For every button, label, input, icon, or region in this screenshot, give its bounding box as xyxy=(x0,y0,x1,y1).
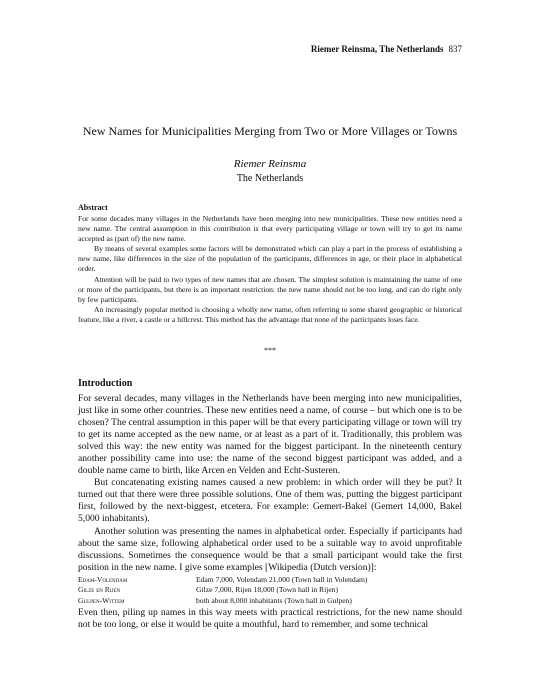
abstract-paragraph: An increasingly popular method is choosing a wholly new name, often referring to some shared geographic or historical feature, like a river, a castle or a hillcrest. This method has the advantage that none of the participants loses face. xyxy=(78,304,462,324)
introduction-heading: Introduction xyxy=(78,378,133,389)
example-detail: both about 8,000 inhabitants (Town hall in Gulpen) xyxy=(196,595,352,605)
running-head xyxy=(311,44,462,54)
body-paragraph: But concatenating existing names caused a new problem: in which order will they be put? It turned out that there were three possible solutions. One of them was, putting the biggest participant first, followed by the next-biggest, etcetera. For example: Gemert-Bakel (Gemert 14,000, Bakel 5,000 inhabitants). xyxy=(78,477,462,525)
example-detail: Edam 7,000, Volendam 21.000 (Town hall in Volendam) xyxy=(196,574,368,584)
author-name: Riemer Reinsma xyxy=(233,158,307,170)
example-name: Edam-Volendam xyxy=(78,574,128,584)
body-paragraph: Another solution was presenting the names in alphabetical order. Especially if participants had about the same size, following alphabetical order used to be a suitable way to avoid unprofitable discussions. Sometimes the consequence would be that a small participant would take the first position in the new name. I give some examples [Wikipedia (Dutch version)]: xyxy=(78,525,462,573)
page-number: 837 xyxy=(448,44,462,54)
example-row xyxy=(78,596,462,607)
examples-table xyxy=(78,575,462,607)
running-head-text: Riemer Reinsma, The Netherlands xyxy=(310,44,444,54)
paper-title: New Names for Municipalities Merging from Two or More Villages or Towns xyxy=(82,124,458,138)
example-row xyxy=(78,575,462,586)
abstract-body xyxy=(78,214,462,325)
example-row xyxy=(78,585,462,596)
abstract-paragraph: Attention will be paid to two types of new names that are chosen. The simplest solution is maintaining the name of one or more of the participants, but there is an important restriction: the new name should not be too long, and can do right only by few participants. xyxy=(78,274,462,304)
abstract-paragraph: By means of several examples some factors will be demonstrated which can play a part in the process of establishing a new name, like differences in the size of the population of the participants, differences in age, or their place in alphabetical order. xyxy=(78,244,462,274)
example-detail: Gilze 7,000, Rijen 18,000 (Town hall in Rijen) xyxy=(196,585,339,595)
body-paragraph: Even then, piling up names in this way meets with practical restrictions, for the new name should not be too long, or else it would be quite a mouthful, hard to remember, and some technical xyxy=(78,607,462,631)
abstract-heading: Abstract xyxy=(78,203,108,212)
example-name: Gulpen-Wittem xyxy=(78,595,125,605)
example-name: Gilze en Rijen xyxy=(78,585,121,595)
abstract-paragraph: For some decades many villages in the Netherlands have been merging into new municipalities. These new entities need a new name. The central assumption in this contribution is that every participating village or town will try to get its name accepted as (part of) the new name. xyxy=(78,214,462,244)
body-paragraph: For several decades, many villages in the Netherlands have been merging into new municipalities, just like in some other countries. These new entities need a name, of course – but which one is to be chosen? The central assumption in this paper will be that every participating village or town will try to get its name accepted as the new name, or at least as a part of it. Traditionally, this problem was solved this way: the new entity was named for the biggest participant. In the nineteenth century another possibility came into use: the name of the second biggest participant was added, and a double name came to birth, like Arcen en Velden and Echt-Susteren. xyxy=(78,393,462,477)
author-affiliation: The Netherlands xyxy=(236,173,304,184)
introduction-body xyxy=(78,393,462,631)
section-separator: *** xyxy=(264,346,276,355)
